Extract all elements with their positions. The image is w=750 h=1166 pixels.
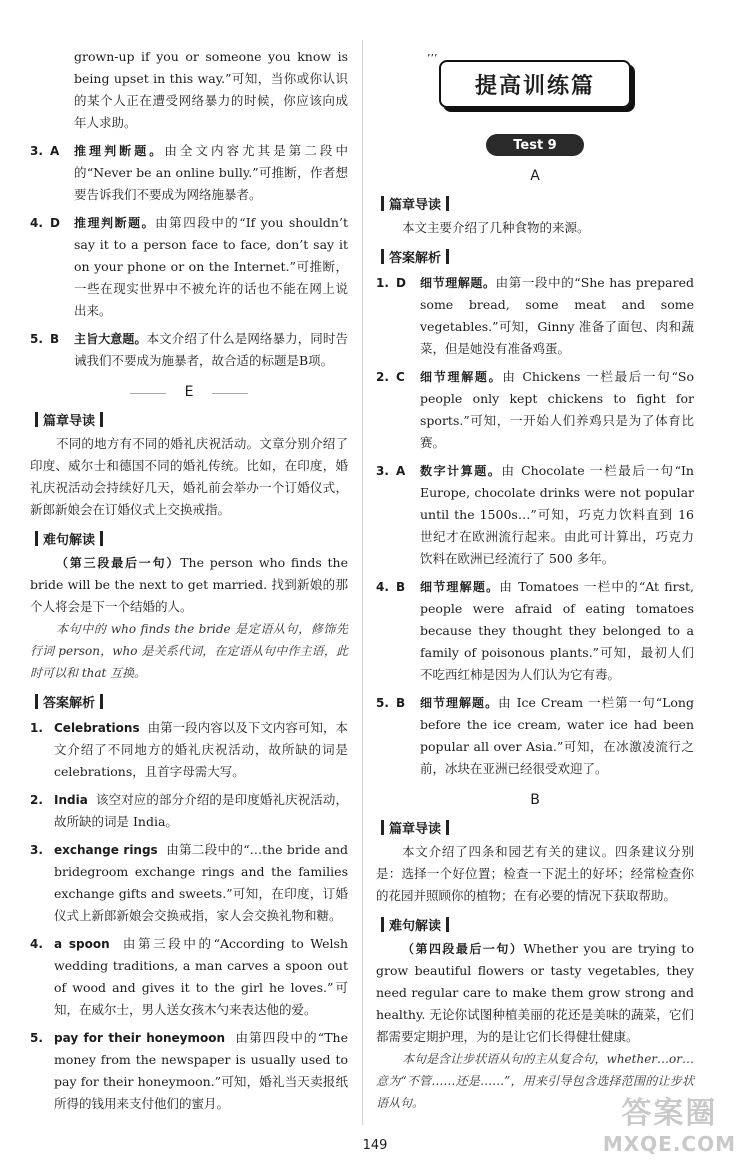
answer-item: 3. A 推理判断题。由全文内容尤其是第二段中的“Never be an online bully.”可推断，作者想要告诉我们不要成为网络施暴者。 bbox=[30, 143, 348, 202]
answer-item: 5. B 主旨大意题。本文介绍了什么是网络暴力，同时告诫我们不要成为施暴者，故合适的标题是B项。 bbox=[30, 331, 348, 368]
section-letter-b: B bbox=[530, 792, 540, 808]
watermark-logo: 答案圈 MXQE.COM bbox=[602, 1096, 736, 1156]
chapter-title: ’’’ 提高训练篇 bbox=[439, 60, 631, 108]
nanju-text: （第三段最后一句）The person who finds the bride will be the next to get married. 找到新娘的那个人将会是下一个结婚的人。 bbox=[30, 555, 348, 614]
answer-item: 5. pay for their honeymoon 由第四段中的“The money from the newspaper is usually used to pay for their honeymoon.”可知，婚礼当天卖报纸所得的钱用来支付他们的蜜月。 bbox=[30, 1030, 348, 1111]
answer-item: 1. Celebrations 由第一段内容以及下文内容可知，本文介绍了不同地方的婚礼庆祝活动，故所缺的词是 celebrations，且首字母需大写。 bbox=[30, 720, 348, 779]
answer-item: 4. B 细节理解题。由 Tomatoes 一栏中的“At first, people were afraid of eating tomatoes because they thought they belonged to a family of poisonous plants.”可知，最初人们不吃西红柿是因为人们认为它有毒。 bbox=[376, 579, 694, 682]
test-label: Test 9 bbox=[486, 134, 584, 156]
section-heading-daan: 答案解析 bbox=[376, 247, 694, 266]
answer-item: 3. exchange rings 由第二段中的“…the bride and bridegroom exchange rings and the families exchange gifts and sweets.”可知，在印度，订婚仪式上新郎新娘会交换戒指，家人会交换礼物和糖。 bbox=[30, 842, 349, 923]
b-daodu-text: 本文介绍了四条和园艺有关的建议。四条建议分别是：选择一个好位置；检查一下泥土的好坏；经常检查你的花园并照顾你的植物；在有必要的情况下获取帮助。 bbox=[376, 844, 694, 903]
section-heading-daodu: 篇章导读 bbox=[376, 194, 694, 213]
b-nanju-note: 本句是含让步状语从句的主从复合句，whether…or…意为“不管……还是……”，用来引导包含选择范围的让步状语从句。 bbox=[376, 1052, 694, 1110]
daodu-text: 不同的地方有不同的婚礼庆祝活动。文章分别介绍了印度、威尔士和德国不同的婚礼传统。比如，在印度，婚礼庆祝活动会持续好几天，婚礼前会举办一个订婚仪式，新郎新娘会在订婚仪式上交换戒指。 bbox=[30, 436, 348, 517]
answer-item: 4. a spoon 由第三段中的“According to Welsh wedding traditions, a man carves a spoon out of wood and gives it to the girl he loves.”可知，在威尔士，男人送女孩木勺来表达他的爱。 bbox=[30, 936, 348, 1017]
a-daodu-text: 本文主要介绍了几种食物的来源。 bbox=[402, 220, 590, 235]
answer-item: 1. D 细节理解题。由第一段中的“She has prepared some bread, some meat and some vegetables.”可知，Ginny 准备了面包、肉和蔬菜，但是她没有准备鸡蛋。 bbox=[376, 275, 694, 356]
left-column bbox=[30, 46, 348, 1115]
title-decoration: ’’’ bbox=[427, 52, 438, 65]
section-heading-nanju: 难句解读 bbox=[376, 915, 694, 934]
section-heading-daodu: 篇章导读 bbox=[30, 410, 348, 429]
page-number: 149 bbox=[362, 1138, 388, 1153]
right-column bbox=[376, 46, 694, 1114]
section-heading-daodu: 篇章导读 bbox=[376, 818, 694, 837]
column-divider bbox=[362, 40, 363, 1125]
answer-item: 5. B 细节理解题。由 Ice Cream 一栏第一句“Long before the ice cream, water ice had been popular all over Asia.”可知，在冰激凌流行之前，冰块在亚洲已经很受欢迎了。 bbox=[376, 695, 694, 776]
answer-item: 4. D 推理判断题。由第四段中的“If you shouldn’t say it to a person face to face, don’t say it on your phone or on the Internet.”可推断，一些在现实世界中不被允许的话也不能在网上说出来。 bbox=[30, 215, 348, 318]
answer-item: 2. India 该空对应的部分介绍的是印度婚礼庆祝活动，故所缺的词是 India。 bbox=[30, 792, 348, 829]
section-heading-nanju: 难句解读 bbox=[30, 529, 348, 548]
section-letter-e: E bbox=[30, 384, 348, 402]
b-nanju-text: （第四段最后一句）Whether you are trying to grow beautiful flowers or tasty vegetables, they need regular care to make them grow strong and healthy. 无论你试图种植美丽的花还是美味的蔬菜，它们都需要定期护理，为的是让它们长得健壮健康。 bbox=[376, 941, 694, 1044]
section-heading-daan: 答案解析 bbox=[30, 692, 348, 711]
answer-item: 2. C 细节理解题。由 Chickens 一栏最后一句“So people only kept chickens to fight for sports.”可知，一开始人们养鸡只是为了体育比赛。 bbox=[376, 369, 694, 450]
answer-item: 3. A 数字计算题。由 Chocolate 一栏最后一句“In Europe, chocolate drinks were not popular until the 1500s…”可知，巧克力饮料直到 16 世纪才在欧洲流行起来。由此可计算出，巧克力饮料在欧洲已经流行了 500 多年。 bbox=[376, 463, 694, 566]
intro-continuation: grown-up if you or someone you know is being upset in this way.”可知，当你或你认识的某个人正在遭受网络暴力的时候，你应该向成年人求助。 bbox=[74, 49, 348, 130]
section-letter-a: A bbox=[530, 168, 540, 184]
nanju-note: 本句中的 who finds the bride 是定语从句，修饰先行词 person，who 是关系代词，在定语从句中作主语，此时可以和 that 互换。 bbox=[30, 622, 348, 680]
